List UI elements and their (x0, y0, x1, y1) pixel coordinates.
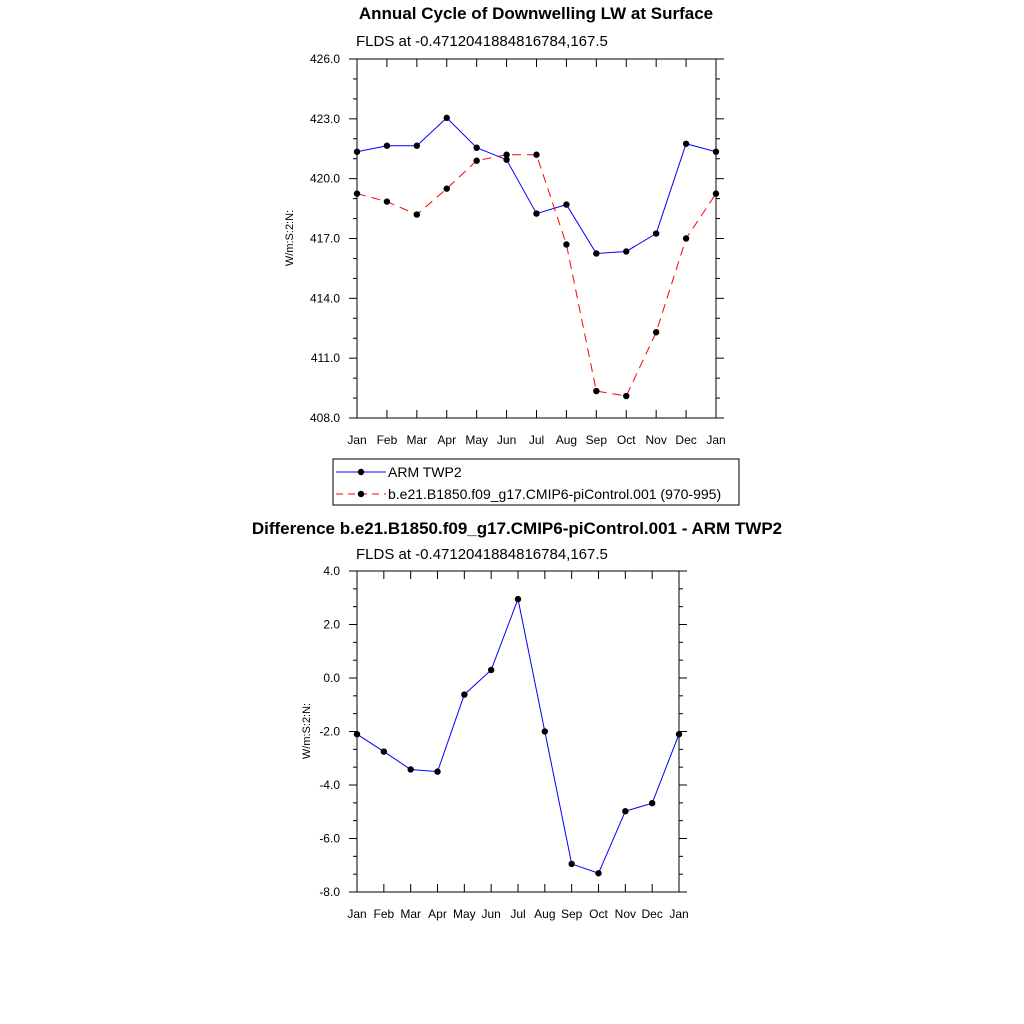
x-tick-labels (347, 433, 725, 447)
y-tick-label: 417.0 (309, 231, 340, 246)
data-point (414, 211, 420, 217)
difference-panel (252, 519, 782, 921)
x-tick-label: Aug (555, 433, 578, 447)
data-point (568, 861, 574, 867)
x-tick-label: Jul (510, 907, 526, 921)
x-tick-label: Oct (589, 907, 608, 921)
data-point (503, 152, 509, 158)
data-point (381, 748, 387, 754)
y-axis-label: W/m:S:2:N: (301, 702, 313, 760)
data-point (653, 230, 659, 236)
data-point (384, 198, 390, 204)
data-point (354, 190, 360, 196)
legend (333, 459, 739, 505)
x-tick-label: Dec (675, 433, 697, 447)
series-points (354, 115, 719, 400)
y-tick-label: 2.0 (323, 617, 340, 632)
x-tick-label: Feb (373, 907, 395, 921)
data-point (683, 141, 689, 147)
series-lines (357, 599, 679, 873)
y-tick-label: 414.0 (309, 291, 340, 306)
x-tick-label: Jun (481, 907, 501, 921)
y-tick-label: -2.0 (319, 724, 340, 739)
data-point (444, 185, 450, 191)
legend-label-arm: ARM TWP2 (388, 464, 462, 480)
y-tick-label: 0.0 (323, 671, 340, 685)
data-point (683, 235, 689, 241)
data-point (354, 149, 360, 155)
x-tick-label: Jan (706, 433, 726, 447)
data-point (384, 143, 390, 149)
x-tick-label: Aug (534, 907, 556, 921)
x-tick-label: Jun (496, 433, 517, 447)
annual-cycle-panel (284, 4, 726, 447)
data-point (533, 152, 539, 158)
data-point (649, 800, 655, 806)
series-points (354, 596, 682, 877)
series-line-0 (357, 118, 716, 254)
plot-area (349, 571, 687, 892)
series-line-0 (357, 599, 679, 873)
series-line-1 (357, 155, 716, 396)
x-tick-label: Jan (669, 907, 689, 921)
x-tick-labels (347, 907, 688, 921)
plot-frame (357, 571, 679, 892)
data-point (488, 667, 494, 673)
x-tick-label: May (452, 907, 476, 921)
data-point (354, 731, 360, 737)
x-tick-label: Sep (560, 907, 583, 921)
data-point (593, 250, 599, 256)
x-tick-label: Apr (437, 433, 457, 447)
plot-area (349, 59, 724, 418)
data-point (444, 115, 450, 121)
data-point (414, 143, 420, 149)
legend-label-model: b.e21.B1850.f09_g17.CMIP6-piControl.001 (970-995) (388, 486, 722, 502)
data-point (676, 731, 682, 737)
data-point (407, 766, 413, 772)
x-tick-label: Jan (347, 433, 367, 447)
chart-title: Difference b.e21.B1850.f09_g17.CMIP6-piControl.001 - ARM TWP2 (251, 519, 783, 538)
data-point (473, 145, 479, 151)
data-point (595, 870, 601, 876)
y-tick-label: 423.0 (309, 111, 340, 126)
data-point (563, 241, 569, 247)
x-tick-label: Nov (645, 433, 667, 447)
y-tick-labels (310, 52, 340, 425)
x-tick-label: Jan (347, 907, 367, 921)
x-tick-label: Mar (400, 907, 422, 921)
legend-marker-arm (358, 469, 364, 475)
data-point (623, 248, 629, 254)
y-tick-label: 426.0 (309, 52, 340, 66)
plot-frame (357, 59, 716, 418)
series-lines (357, 118, 716, 396)
data-point (653, 329, 659, 335)
chart-subtitle: FLDS at -0.4712041884816784,167.5 (356, 33, 608, 50)
y-tick-label: 420.0 (309, 171, 340, 186)
data-point (542, 728, 548, 734)
x-tick-label: Jul (528, 433, 545, 447)
data-point (713, 149, 719, 155)
y-tick-label: 408.0 (309, 411, 340, 425)
chart-title: Annual Cycle of Downwelling LW at Surface (358, 4, 714, 23)
y-tick-labels (319, 564, 340, 899)
x-tick-label: Nov (614, 907, 637, 921)
y-tick-label: -8.0 (319, 885, 340, 899)
x-tick-label: Feb (376, 433, 398, 447)
data-point (713, 190, 719, 196)
x-tick-label: Dec (641, 907, 663, 921)
data-point (533, 210, 539, 216)
data-point (563, 201, 569, 207)
y-tick-label: -4.0 (319, 778, 340, 792)
data-point (622, 808, 628, 814)
y-tick-label: -6.0 (319, 831, 340, 846)
y-tick-label: 411.0 (310, 351, 340, 366)
x-tick-label: May (465, 433, 489, 447)
legend-marker-model (358, 491, 364, 497)
x-tick-label: Apr (428, 907, 447, 921)
data-point (434, 768, 440, 774)
x-tick-label: Mar (406, 433, 428, 447)
data-point (593, 388, 599, 394)
y-axis-label: W/m:S:2:N: (284, 209, 296, 267)
x-tick-label: Oct (616, 433, 636, 447)
chart-subtitle: FLDS at -0.4712041884816784,167.5 (356, 546, 608, 563)
data-point (623, 393, 629, 399)
data-point (473, 158, 479, 164)
data-point (515, 596, 521, 602)
y-tick-label: 4.0 (323, 564, 340, 578)
x-tick-label: Sep (585, 433, 608, 447)
data-point (461, 691, 467, 697)
